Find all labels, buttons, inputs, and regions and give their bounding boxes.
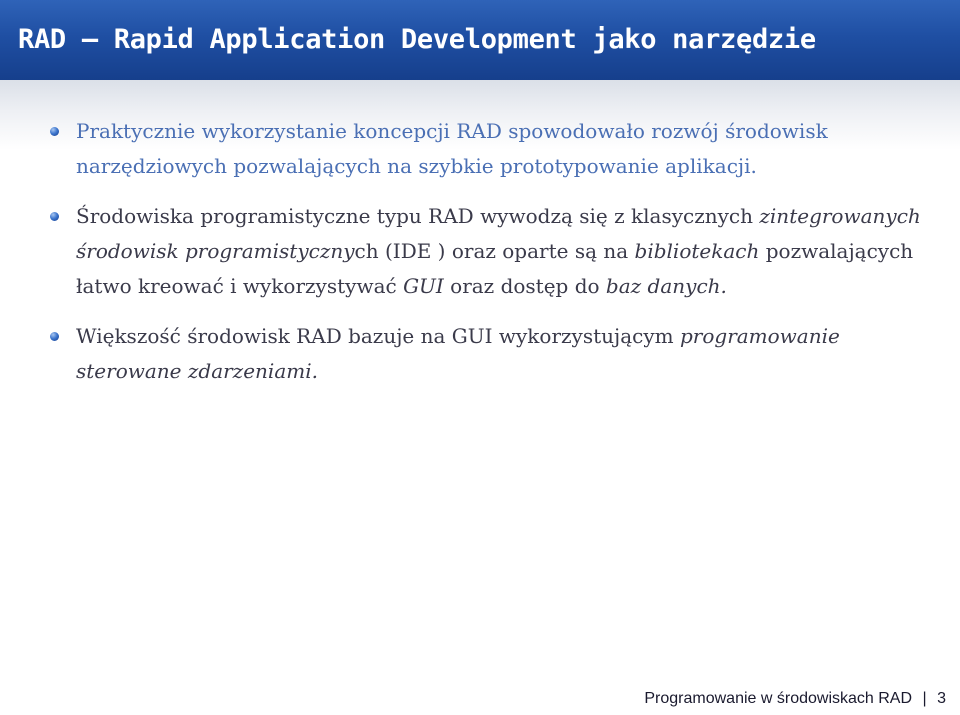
bullet-2-ide-term: zintegrowanych środowisk programistyczny	[76, 204, 921, 263]
page-number: 3	[937, 690, 946, 707]
footer-separator: |	[922, 690, 927, 707]
bullet-3-text-1: Większość środowisk RAD bazuje na GUI wykorzystującym	[76, 324, 680, 348]
bullet-dot-icon	[50, 212, 59, 221]
bullet-dot-icon	[50, 332, 59, 341]
bullet-2-text-4: oraz dostęp do	[443, 274, 606, 298]
bullet-item-2	[0, 199, 926, 304]
bullet-2-text-3: pozwalających łatwo kreować i wykorzystywać	[76, 239, 914, 298]
bullet-2-gui-term: GUI	[403, 274, 444, 298]
bullet-item-1	[0, 114, 926, 184]
bullet-3-event-driven-term: programowanie sterowane zdarzeniami.	[76, 324, 840, 383]
bullet-list	[0, 114, 960, 404]
bullet-item-3	[0, 319, 926, 389]
bullet-2-text-1: Środowiska programistyczne typu RAD wywodzą się z klasycznych	[76, 204, 760, 228]
bullet-2-text-2: ch (IDE ) oraz oparte są na	[354, 239, 635, 263]
bullet-2-databases-term: baz danych.	[605, 274, 727, 298]
bullet-1-text: Praktycznie wykorzystanie koncepcji RAD spowodowało rozwój środowisk narzędziowych pozwalających na szybkie prototypowanie aplikacji.	[76, 119, 828, 178]
footer-course-title: Programowanie w środowiskach RAD	[644, 690, 913, 707]
slide-title: RAD — Rapid Application Development jako narzędzie	[18, 24, 816, 55]
bullet-2-libraries-term: bibliotekach	[634, 239, 760, 263]
title-bar	[0, 0, 960, 80]
slide-footer	[644, 690, 946, 708]
bullet-dot-icon	[50, 127, 59, 136]
